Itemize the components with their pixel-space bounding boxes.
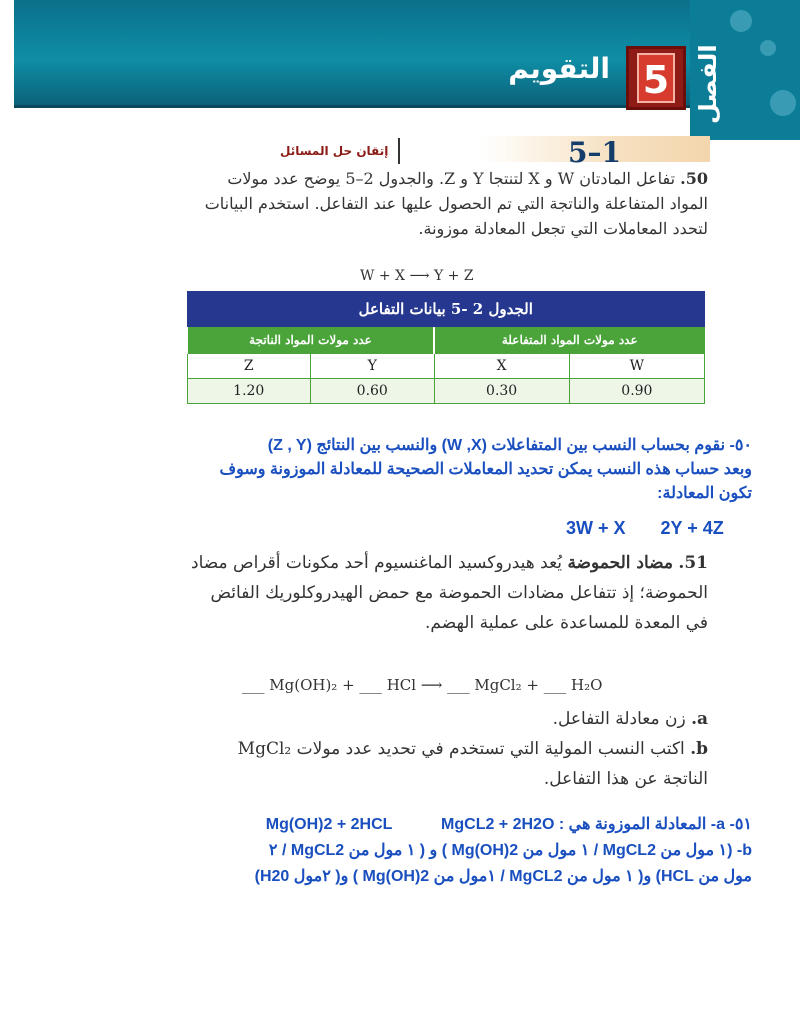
chapter-label: الفصل	[694, 44, 722, 124]
question-51-parts	[188, 704, 708, 794]
table-value-w: 0.90	[569, 379, 704, 404]
answer-51-line	[32, 812, 752, 838]
part-letter: b.	[690, 739, 708, 759]
chapter-number-box	[626, 46, 686, 110]
part-letter: a.	[691, 709, 708, 729]
table-header-x: X	[434, 354, 569, 379]
answer-50	[52, 434, 752, 506]
chapter-number: 5	[637, 53, 675, 103]
question-50	[188, 166, 708, 241]
table-title: الجدول 2 -5 بيانات التفاعل	[187, 291, 705, 327]
reaction-data-table	[186, 291, 705, 404]
answer-50-line: ٥٠- نقوم بحساب النسب بين المتفاعلات (W ,X) والنسب بين النتائج (Z , Y)	[267, 437, 752, 454]
page-title: التقويم	[508, 52, 610, 85]
question-text: تفاعل المادتان W و X لتنتجا Y و Z. والجدول 2–5 يوضح عدد مولات المواد المتفاعلة والناتجة التي تم الحصول عليها عند التفاعل. استخدم البيانات لتحدد المعاملات التي تجعل المعادلة موزونة.	[204, 169, 708, 238]
question-50-equation: W + X ⟶ Y + Z	[360, 268, 474, 284]
molecule-decoration-icon	[770, 90, 796, 116]
answer-51-prefix: ٥١- a- المعادلة الموزونة هي :	[558, 816, 752, 833]
answer-50-line: وبعد حساب هذه النسب يمكن تحديد المعاملات الصحيحة للمعادلة الموزونة وسوف	[219, 461, 752, 478]
lesson-number: 5–1	[568, 136, 621, 169]
question-number: 50.	[680, 169, 708, 188]
section-divider	[398, 138, 400, 164]
table-value-z: 1.20	[187, 379, 310, 404]
table-value-y: 0.60	[310, 379, 434, 404]
part-a-text: زن معادلة التفاعل.	[552, 709, 686, 729]
question-number: 51.	[678, 553, 708, 573]
table-group-products: عدد مولات المواد الناتجة	[187, 327, 434, 354]
answer-51-line: b- (١ مول من MgCL2 / ١ مول من Mg(OH)2 ) و ( ١ مول من MgCL2 / ٢	[268, 842, 752, 859]
answer-50-line: تكون المعادلة:	[657, 485, 752, 502]
table-group-reactants: عدد مولات المواد المتفاعلة	[434, 327, 705, 354]
answer-50-equation: 3W + X 2Y + 4Z	[566, 518, 724, 538]
question-51-equation: ___ Mg(OH)₂ + ___ HCl ⟶ ___ MgCl₂ + ___ H₂O	[242, 676, 603, 694]
molecule-decoration-icon	[730, 10, 752, 32]
molecule-decoration-icon	[760, 40, 776, 56]
table-header-w: W	[569, 354, 704, 379]
answer-51-line: مول من HCL) و( ١ مول من MgCL2 / ١مول من Mg(OH)2 ) و( ٢مول H20)	[254, 868, 752, 885]
question-title: مضاد الحموضة	[567, 553, 673, 573]
section-label: إتقان حل المسائل	[280, 144, 389, 158]
question-text: يُعد هيدروكسيد الماغنسيوم أحد مكونات أقراص مضاد الحموضة؛ إذ تتفاعل مضادات الحموضة مع حمض الهيدروكلوريك الفائض في المعدة للمساعدة على عملية الهضم.	[191, 553, 708, 633]
answer-51	[32, 812, 752, 890]
question-51	[188, 548, 708, 638]
table-value-x: 0.30	[434, 379, 569, 404]
table-header-y: Y	[310, 354, 434, 379]
part-b-text: اكتب النسب المولية التي تستخدم في تحديد عدد مولات MgCl₂ الناتجة عن هذا التفاعل.	[237, 739, 708, 789]
answer-51-equation: Mg(OH)2 + 2HCL MgCL2 + 2H2O	[265, 816, 555, 833]
table-header-z: Z	[187, 354, 310, 379]
